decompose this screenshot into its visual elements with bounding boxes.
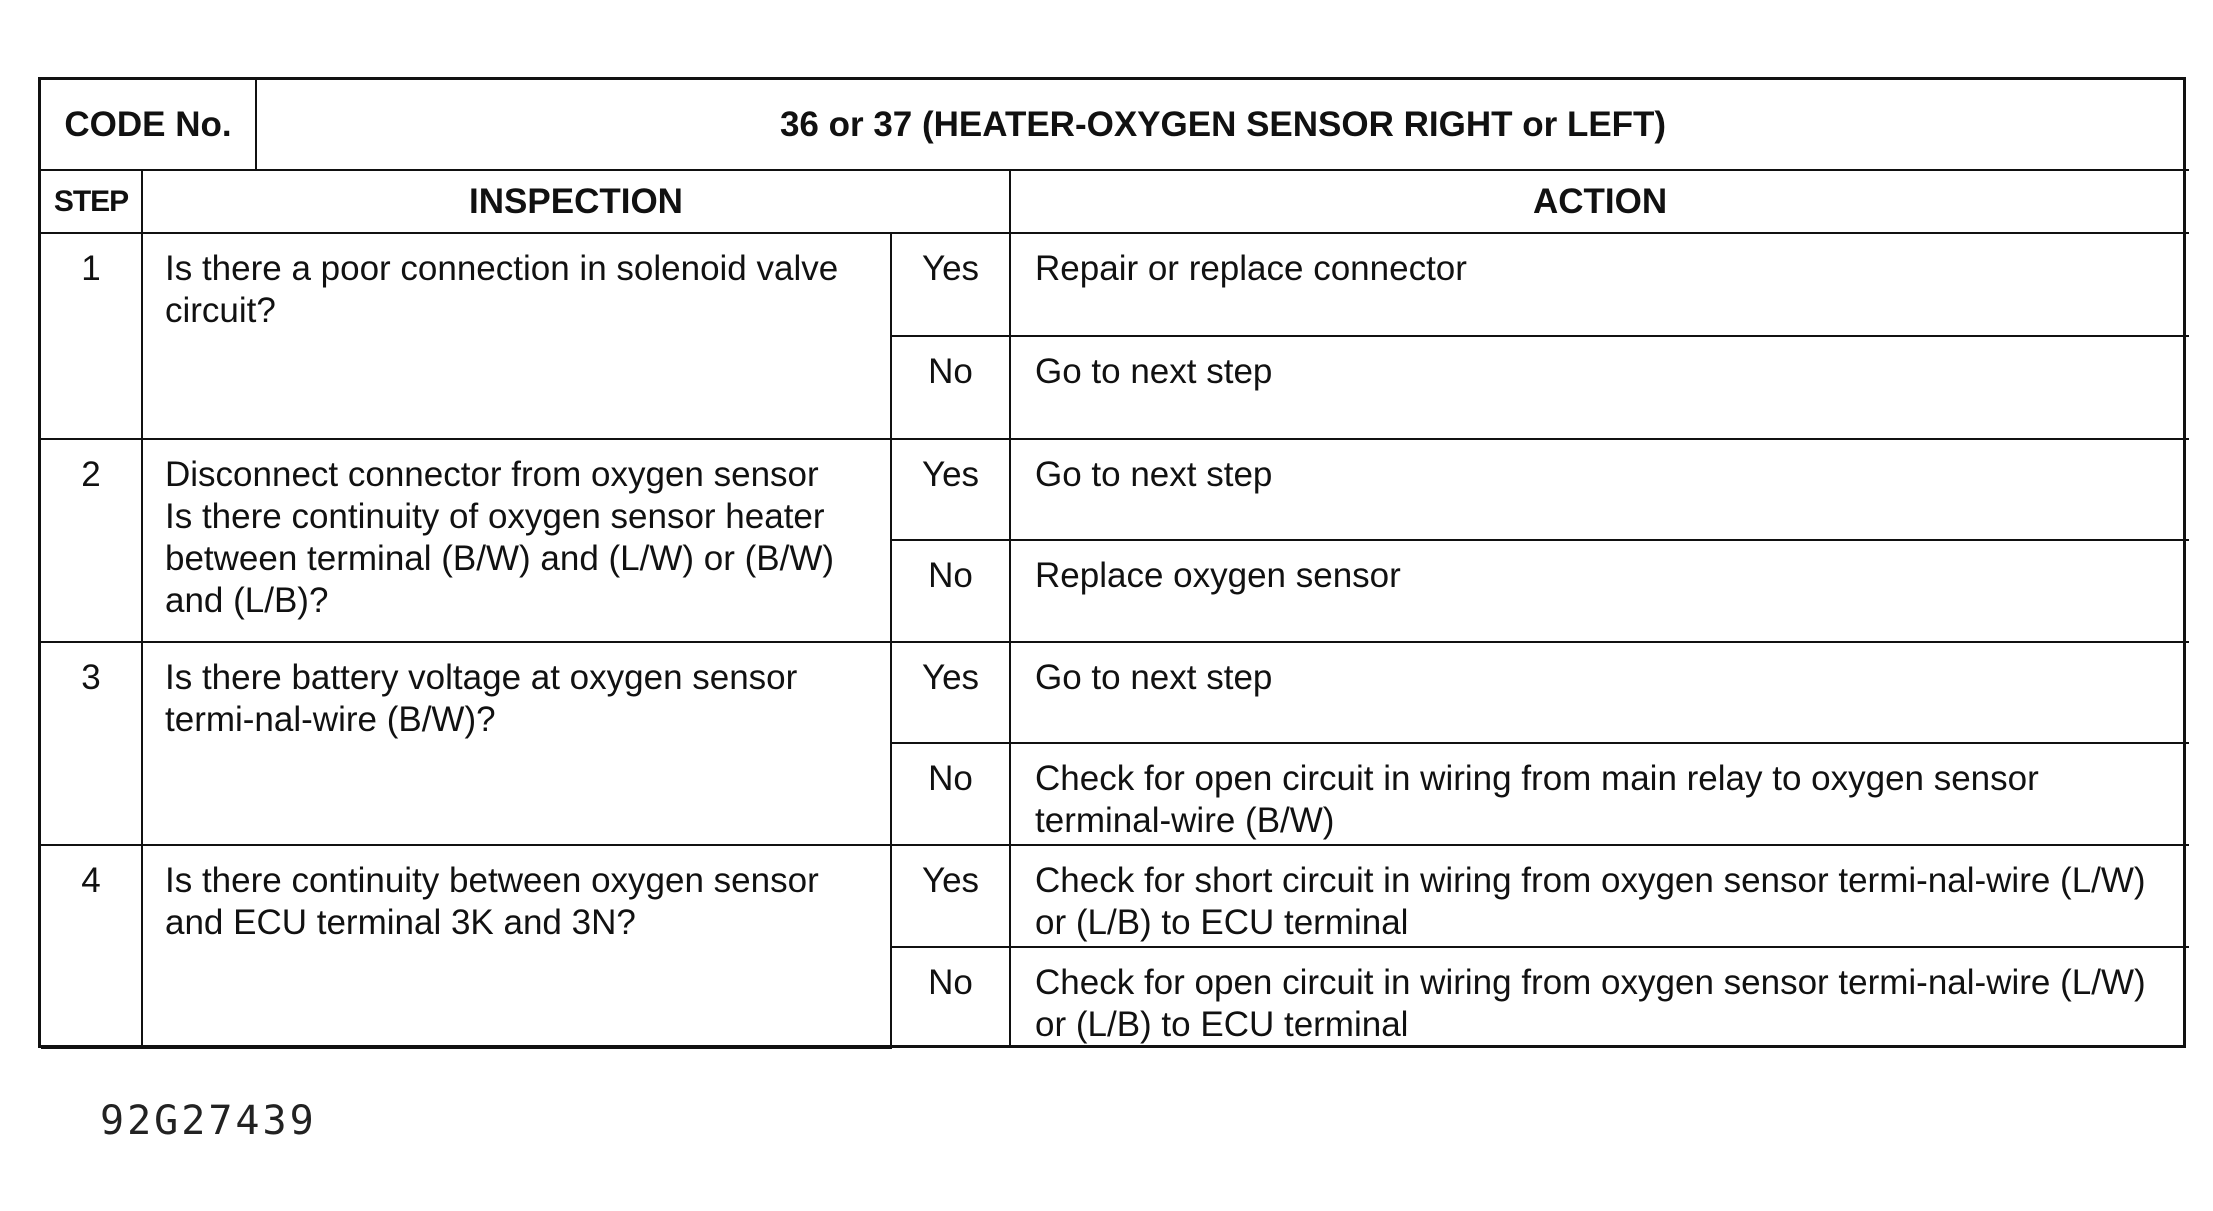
step-number: 2 — [41, 439, 142, 642]
inspection-text: Is there a poor connection in solenoid valve circuit? — [142, 233, 891, 439]
no-action: Go to next step — [1010, 336, 2189, 439]
step-number: 4 — [41, 845, 142, 1048]
no-label: No — [891, 336, 1010, 439]
inspection-text: Is there continuity between oxygen sensor and ECU terminal 3K and 3N? — [142, 845, 891, 1048]
action-column-header: ACTION — [1010, 170, 2189, 233]
step-number: 1 — [41, 233, 142, 439]
inspection-text: Disconnect connector from oxygen sensor Is there continuity of oxygen sensor heater between terminal (B/W) and (L/W) or (B/W) and (L/B)? — [142, 439, 891, 642]
table-row — [41, 439, 2189, 540]
yes-action: Check for short circuit in wiring from oxygen sensor termi-nal-wire (L/W) or (L/B) to ECU terminal — [1010, 845, 2189, 947]
code-header-row — [41, 80, 2189, 170]
table-row — [41, 642, 2189, 743]
no-label: No — [891, 947, 1010, 1048]
yes-label: Yes — [891, 642, 1010, 743]
no-action: Check for open circuit in wiring from main relay to oxygen sensor terminal-wire (B/W) — [1010, 743, 2189, 845]
no-action: Check for open circuit in wiring from oxygen sensor termi-nal-wire (L/W) or (L/B) to ECU terminal — [1010, 947, 2189, 1048]
no-label: No — [891, 743, 1010, 845]
no-action: Replace oxygen sensor — [1010, 540, 2189, 642]
code-value: 36 or 37 (HEATER-OXYGEN SENSOR RIGHT or LEFT) — [256, 80, 2189, 170]
table-row — [41, 845, 2189, 947]
yes-label: Yes — [891, 845, 1010, 947]
diagnostic-chart — [38, 77, 2186, 1048]
inspection-column-header: INSPECTION — [142, 170, 1010, 233]
yes-action: Repair or replace connector — [1010, 233, 2189, 336]
column-header-row — [41, 170, 2189, 233]
yes-action: Go to next step — [1010, 642, 2189, 743]
step-column-header: STEP — [41, 170, 142, 233]
inspection-text: Is there battery voltage at oxygen sensor termi-nal-wire (B/W)? — [142, 642, 891, 845]
diagnostic-table — [41, 80, 2189, 1049]
step-number: 3 — [41, 642, 142, 845]
yes-label: Yes — [891, 439, 1010, 540]
no-label: No — [891, 540, 1010, 642]
yes-label: Yes — [891, 233, 1010, 336]
yes-action: Go to next step — [1010, 439, 2189, 540]
code-label: CODE No. — [41, 80, 256, 170]
figure-id: 92G27439 — [100, 1098, 317, 1144]
table-row — [41, 233, 2189, 336]
